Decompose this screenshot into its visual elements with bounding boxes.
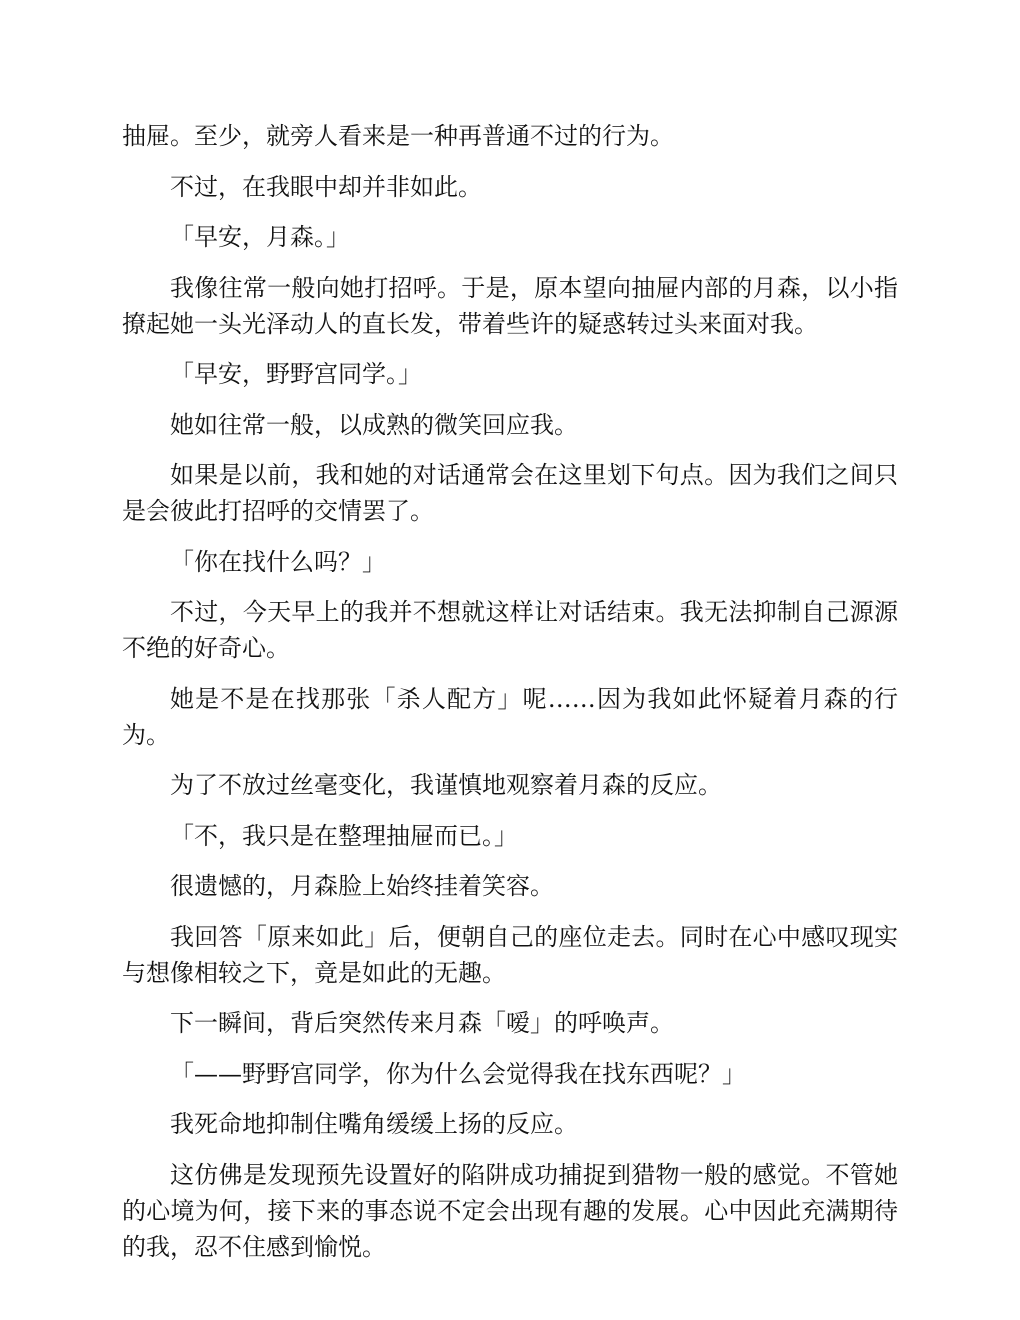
paragraph: 为了不放过丝毫变化，我谨慎地观察着月森的反应。 [170, 771, 722, 799]
paragraph: 我死命地抑制住嘴角缓缓上扬的反应。 [170, 1110, 578, 1138]
paragraph: 她是不是在找那张「杀人配方」呢……因为我如此怀疑着月森的行为。 [122, 684, 898, 749]
paragraph: 这仿佛是发现预先设置好的陷阱成功捕捉到猎物一般的感觉。不管她的心境为何，接下来的事态说不定会出现有趣的发展。心中因此充满期待的我，忍不住感到愉悦。 [122, 1160, 898, 1261]
dialogue-line: 「——野野宫同学，你为什么会觉得我在找东西呢？」 [170, 1059, 746, 1088]
document-page [122, 118, 898, 1279]
paragraph: 不过，在我眼中却并非如此。 [170, 172, 482, 201]
paragraph: 如果是以前，我和她的对话通常会在这里划下句点。因为我们之间只是会彼此打招呼的交情罢了。 [122, 461, 898, 525]
paragraph: 我像往常一般向她打招呼。于是，原本望向抽屉内部的月森，以小指撩起她一头光泽动人的直长发，带着些许的疑惑转过头来面对我。 [122, 273, 898, 338]
dialogue-line: 「早安，月森。」 [170, 223, 350, 251]
dialogue-line: 「早安，野野宫同学。」 [170, 360, 422, 388]
paragraph: 抽屉。至少，就旁人看来是一种再普通不过的行为。 [122, 122, 674, 150]
paragraph: 很遗憾的，月森脸上始终挂着笑容。 [170, 872, 554, 900]
paragraph: 她如往常一般，以成熟的微笑回应我。 [170, 410, 578, 439]
paragraph: 我回答「原来如此」后，便朝自己的座位走去。同时在心中感叹现实与想像相较之下，竟是如此的无趣。 [122, 922, 898, 987]
dialogue-line: 「不，我只是在整理抽屉而已。」 [170, 821, 518, 850]
dialogue-line: 「你在找什么吗？」 [170, 547, 386, 576]
paragraph: 不过，今天早上的我并不想就这样让对话结束。我无法抑制自己源源不绝的好奇心。 [122, 598, 898, 662]
paragraph: 下一瞬间，背后突然传来月森「嗳」的呼唤声。 [170, 1009, 674, 1037]
